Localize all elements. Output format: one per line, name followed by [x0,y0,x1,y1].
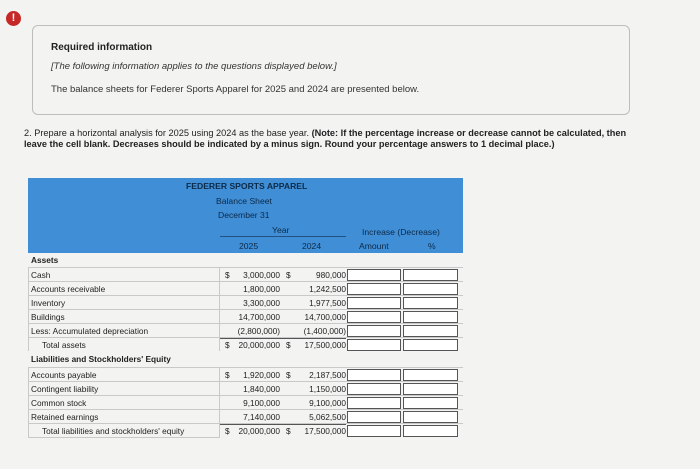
info-note: [The following information applies to the questions displayed below.] [51,61,337,72]
amount-input[interactable] [347,297,401,309]
value-2025: 20,000,000 [238,340,280,350]
value-2025: 14,700,000 [238,312,280,322]
table-row [28,295,463,310]
percent-input[interactable] [403,283,458,295]
percent-input[interactable] [403,339,458,351]
row-label: Accounts payable [31,370,97,380]
company-name: FEDERER SPORTS APPAREL [186,181,308,191]
percent-input[interactable] [403,397,458,409]
value-2024: 2,187,500 [309,370,346,380]
percent-input[interactable] [403,311,458,323]
currency-symbol: $ [286,370,291,380]
assets-header-row [28,253,463,267]
percent-input[interactable] [403,297,458,309]
amount-input[interactable] [347,397,401,409]
value-2025: 1,920,000 [243,370,280,380]
table-row [28,395,463,410]
value-2024: 980,000 [316,270,346,280]
question-instruction: 2. Prepare a horizontal analysis for 2025 using 2024 as the base year. [24,128,309,138]
value-2024: (1,400,000) [280,324,346,339]
table-row [28,281,463,296]
value-2025: (2,800,000) [220,324,280,339]
percent-input[interactable] [403,269,458,281]
row-label: Retained earnings [31,412,99,422]
row-label: Total liabilities and stockholders' equity [42,426,185,436]
assets-header: Assets [31,255,59,265]
percent-input[interactable] [403,425,458,437]
amount-input[interactable] [347,311,401,323]
amount-input[interactable] [347,325,401,337]
amount-input[interactable] [347,411,401,423]
value-2024: 9,100,000 [309,398,346,408]
value-2025: 1,800,000 [243,284,280,294]
col-2024-header: 2024 [302,241,322,251]
row-label: Cash [31,270,51,280]
value-2025: 3,000,000 [243,270,280,280]
value-2024: 5,062,500 [280,410,346,425]
value-2024: 17,500,000 [304,340,346,350]
required-information-box [32,25,630,115]
currency-symbol: $ [225,270,230,280]
alert-icon: ! [6,11,21,26]
statement-title: Balance Sheet [216,196,272,206]
amount-input[interactable] [347,269,401,281]
value-2024: 17,500,000 [304,426,346,436]
liabilities-header: Liabilities and Stockholders' Equity [31,354,171,364]
question-note: (Note: If the percentage increase or decrease cannot be calculated, then leave the cell blank. Decreases should be indicated by a minus sign. Round your percentage answers to 1 decimal place.) [24,128,627,149]
percent-header: % [428,241,436,251]
amount-input[interactable] [347,369,401,381]
currency-symbol: $ [286,270,291,280]
value-2024: 14,700,000 [304,312,346,322]
table-row [28,367,463,382]
currency-symbol: $ [225,426,230,436]
value-2025: 3,300,000 [243,298,280,308]
table-row [28,409,463,424]
row-label: Accounts receivable [31,284,106,294]
row-label: Common stock [31,398,87,408]
value-2025: 1,840,000 [243,384,280,394]
currency-symbol: $ [225,340,230,350]
question-text [24,128,634,150]
value-2025: 9,100,000 [243,398,280,408]
balance-sheet-table [28,178,463,448]
year-header: Year [272,225,290,235]
row-label: Contingent liability [31,384,99,394]
year-divider [220,236,346,237]
value-2024: 1,150,000 [309,384,346,394]
amount-input[interactable] [347,283,401,295]
col-2025-header: 2025 [239,241,259,251]
total-assets-row [28,337,463,352]
table-row [28,381,463,396]
amount-input[interactable] [347,425,401,437]
currency-symbol: $ [225,370,230,380]
increase-header: Increase (Decrease) [362,227,440,237]
percent-input[interactable] [403,369,458,381]
percent-input[interactable] [403,411,458,423]
amount-input[interactable] [347,339,401,351]
value-2024: 1,242,500 [309,284,346,294]
info-title: Required information [51,42,153,53]
value-2025: 20,000,000 [238,426,280,436]
row-label: Less: Accumulated depreciation [31,326,149,336]
statement-date: December 31 [218,210,270,220]
table-row [28,267,463,282]
table-row [28,309,463,324]
currency-symbol: $ [286,340,291,350]
row-label: Inventory [31,298,66,308]
liabilities-header-row [28,352,463,366]
currency-symbol: $ [286,426,291,436]
info-text: The balance sheets for Federer Sports Apparel for 2025 and 2024 are presented below. [51,84,420,95]
table-row [28,323,463,338]
amount-input[interactable] [347,383,401,395]
row-label: Buildings [31,312,65,322]
amount-header: Amount [359,241,389,251]
table-header [28,178,463,253]
row-label: Total assets [42,340,86,350]
value-2025: 7,140,000 [220,410,280,425]
percent-input[interactable] [403,383,458,395]
percent-input[interactable] [403,325,458,337]
value-2024: 1,977,500 [309,298,346,308]
total-liabilities-row [28,423,463,438]
